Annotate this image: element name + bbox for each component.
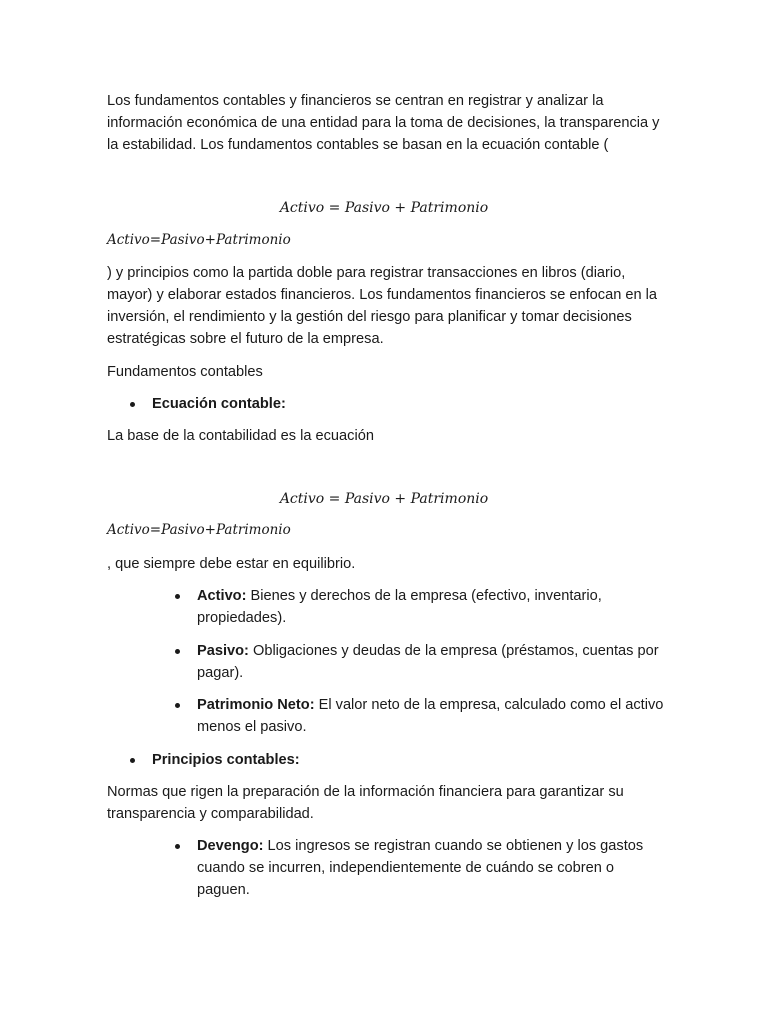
bullet-principios: Principios contables:: [152, 752, 300, 768]
bullet-dot: [175, 594, 180, 599]
intro-paragraph: Los fundamentos contables y financieros se centran en registrar y analizar la información económica de una entidad para la toma de decisiones, la transparencia y la estabilidad. Los fundamentos contables se basan en la ecuación contable (: [107, 93, 660, 153]
section-heading: Fundamentos contables: [107, 364, 263, 380]
second-paragraph: ) y principios como la partida doble para registrar transacciones en libros (diario, mayor) y elaborar estados financieros. Los fundamentos financieros se enfocan en la inversión, el rendimiento y la gestión del riesgo para planificar y tomar decisiones estratégicas sobre el futuro de la empresa.: [107, 265, 658, 347]
display-equation-2: Activo = Pasivo + Patrimonio: [279, 491, 489, 507]
bullet-ecuacion: Ecuación contable:: [152, 396, 286, 412]
bullet-dot: [130, 758, 135, 763]
ecuacion-paragraph: La base de la contabilidad es la ecuación: [107, 428, 374, 444]
sub-item-pasivo: Pasivo: Obligaciones y deudas de la empresa (préstamos, cuentas por pagar).: [197, 643, 659, 681]
inline-equation-1: Activo=Pasivo+Patrimonio: [107, 232, 291, 248]
sub-item-devengo: Devengo: Los ingresos se registran cuando se obtienen y los gastos cuando se incurren, independientemente de cuándo se cobren o paguen.: [197, 838, 644, 898]
equilibrio-paragraph: , que siempre debe estar en equilibrio.: [107, 556, 356, 572]
bullet-dot: [175, 703, 180, 708]
inline-equation-2: Activo=Pasivo+Patrimonio: [107, 522, 291, 538]
sub-item-patrimonio: Patrimonio Neto: El valor neto de la empresa, calculado como el activo menos el pasivo.: [197, 697, 664, 735]
bullet-dot: [175, 649, 180, 654]
display-equation-1: Activo = Pasivo + Patrimonio: [279, 200, 489, 216]
bullet-dot: [175, 844, 180, 849]
principios-paragraph: Normas que rigen la preparación de la información financiera para garantizar su transparencia y comparabilidad.: [107, 784, 624, 822]
bullet-dot: [130, 402, 135, 407]
sub-item-activo: Activo: Bienes y derechos de la empresa (efectivo, inventario, propiedades).: [197, 588, 602, 626]
